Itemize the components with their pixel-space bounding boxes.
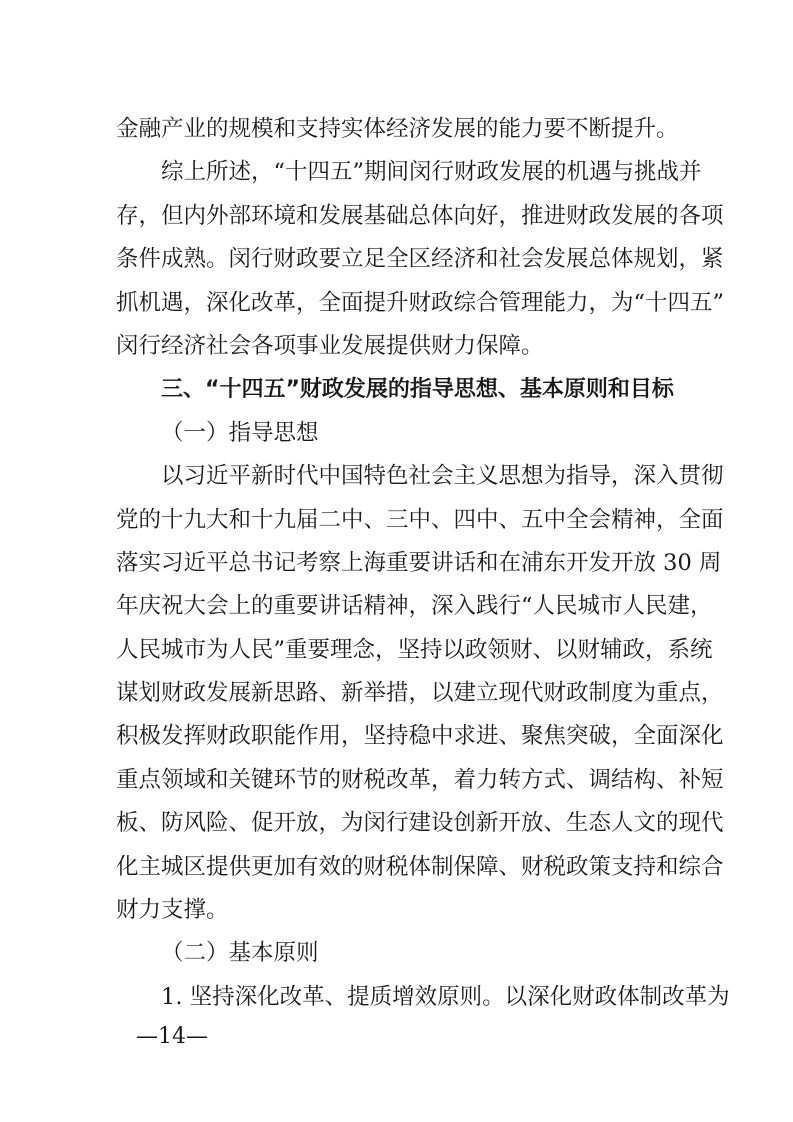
paragraph-line: 党的十九大和十九届二中、三中、四中、五中全会精神，全面: [116, 506, 724, 533]
paragraph-line: 财力支撑。: [116, 897, 229, 924]
paragraph-line: 综上所述，“十四五”期间闵行财政发展的机遇与挑战并: [161, 159, 702, 186]
paragraph-line: 谋划财政发展新思路、新举措，以建立现代财政制度为重点，: [116, 680, 724, 707]
paragraph-line: 化主城区提供更加有效的财税体制保障、财税政策支持和综合: [116, 853, 724, 880]
paragraph-line: 闵行经济社会各项事业发展提供财力保障。: [116, 332, 544, 359]
paragraph-line: 条件成熟。闵行财政要立足全区经济和社会发展总体规划，紧: [116, 246, 724, 273]
paragraph-line: 存，但内外部环境和发展基础总体向好，推进财政发展的各项: [116, 202, 724, 229]
paragraph-line: 人民城市为人民”重要理念，坚持以政领财、以财辅政，系统: [116, 636, 713, 663]
paragraph-line: 重点领域和关键环节的财税改革，着力转方式、调结构、补短: [116, 766, 724, 793]
page-number: —14—: [136, 1024, 208, 1049]
paragraph-line: 板、防风险、促开放，为闵行建设创新开放、生态人文的现代: [116, 810, 724, 837]
paragraph-line: 积极发挥财政职能作用，坚持稳中求进、聚焦突破，全面深化: [116, 723, 724, 750]
subsection-heading: （一）指导思想: [161, 419, 319, 446]
paragraph-line: 金融产业的规模和支持实体经济发展的能力要不断提升。: [116, 116, 679, 142]
paragraph-line: 以习近平新时代中国特色社会主义思想为指导，深入贯彻: [161, 463, 724, 490]
section-heading: 三、“十四五”财政发展的指导思想、基本原则和目标: [161, 377, 674, 403]
paragraph-line: 1. 坚持深化改革、提质增效原则。以深化财政体制改革为: [161, 983, 730, 1010]
subsection-heading: （二）基本原则: [161, 940, 319, 967]
paragraph-line: 抓机遇，深化改革，全面提升财政综合管理能力，为“十四五”: [116, 289, 725, 316]
body-text: [116, 108, 730, 1019]
paragraph-line: 年庆祝大会上的重要讲话精神，深入践行“人民城市人民建，: [116, 593, 713, 620]
paragraph-line: 落实习近平总书记考察上海重要讲话和在浦东开发开放 30 周: [116, 549, 722, 576]
